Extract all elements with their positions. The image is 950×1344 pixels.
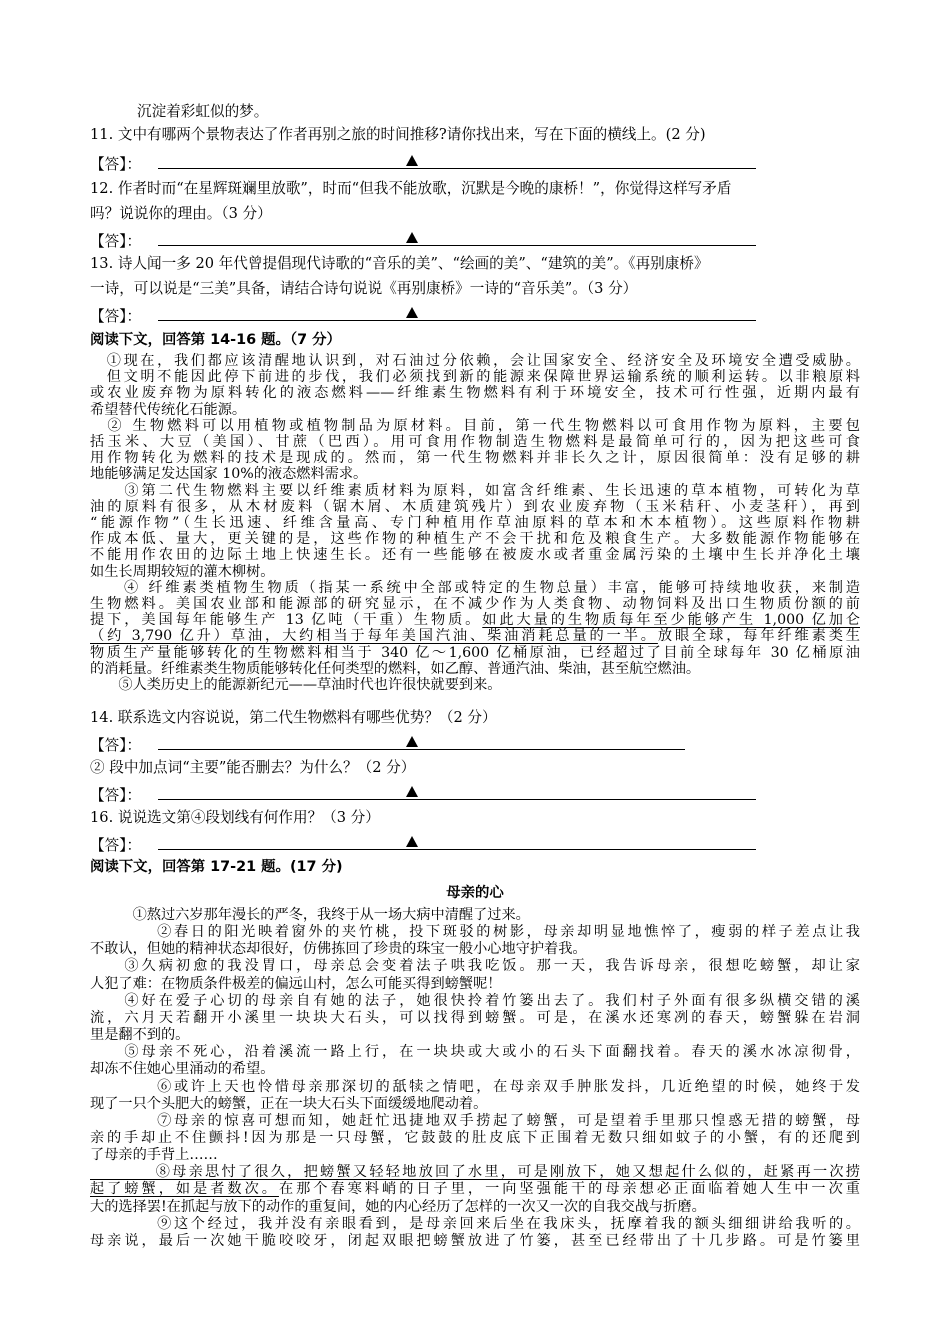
answer-label: 【答】： xyxy=(90,737,142,754)
passage-text: 亲的手却止不住颤抖!因为那是一只母蟹，它鼓鼓的肚皮底下正围着无数只细如蚊子的小蟹，有的还爬到 xyxy=(90,1129,860,1146)
passage-text: ⑤母亲不死心，沿着溪流一路上行，在一块块或大或小的石头下面翻找着。春天的溪水冰凉彻骨， xyxy=(90,1044,860,1061)
question-16: 16. 说说选文第④段划线有何作用？（3 分） xyxy=(90,809,380,826)
story-line xyxy=(90,992,860,1010)
passage-text: 但文明不能因此停下前进的步伐，我们必须找到新的能源来保障世界运输系统的顺利运转。以非粮原料 xyxy=(90,369,860,386)
passage-text: 如生长周期较短的灌木柳树。 xyxy=(90,563,275,580)
passage-line xyxy=(90,676,860,694)
story-line xyxy=(90,1112,860,1130)
underlined-text: 如此大量的生物质每年至少能够产生 1,000 亿加仑 xyxy=(482,612,860,629)
passage-text: 里是翻不到的。 xyxy=(90,1027,190,1044)
story-line xyxy=(90,1129,860,1147)
question-14: 14. 联系选文内容说说，第二代生物燃料有哪些优势？（2 分） xyxy=(90,709,497,726)
triangle-marker-icon xyxy=(406,836,418,847)
passage-text: 放眼全球，每年纤维素类生 xyxy=(657,628,860,645)
passage-text: ①现在，我们都应该清醒地认识到，对石油过分依赖，会让国家安全、经济安全及环境安全遭受威胁。 xyxy=(90,353,860,369)
passage-text: 不能用作农田的边际土地上快速生长。还有一些能够在被废水或者重金属污染的土壤中生长并净化土壤 xyxy=(90,547,860,564)
passage-text: 在那个春寒料峭的日子里，一向坚强能干的母亲想必正面临着她人生中一次重 xyxy=(278,1181,860,1198)
question-15: ② 段中加点词“主要”能否删去？为什么？（2 分） xyxy=(90,759,416,776)
passage-text: 希望替代传统化石能源。 xyxy=(90,401,247,418)
question-12-line-1: 12. 作者时而“在星辉斑斓里放歌”，时而“但我不能放歌，沉默是今晚的康桥！”，你觉得这样写矛盾 xyxy=(90,180,732,197)
story-line xyxy=(90,1078,860,1096)
passage-text: ⑦母亲的惊喜可想而知，她赶忙迅捷地双手捞起了螃蟹，可是望着手里那只惶惑无措的螃蟹，母 xyxy=(90,1112,860,1129)
triangle-marker-icon xyxy=(406,155,418,166)
story-line xyxy=(90,1026,860,1044)
poem-last-line: 沉淀着彩虹似的梦。 xyxy=(137,103,269,120)
story-line xyxy=(90,1215,860,1233)
story-line xyxy=(90,1232,860,1250)
passage-text: 生物燃料。美国农业部和能源部的研究显示，在不减少作为人类食物、动物饲料及出口生物质份额的前 xyxy=(90,596,860,612)
answer-label: 【答】： xyxy=(90,308,142,325)
story-line xyxy=(90,975,860,993)
passage-text: 括玉米、大豆（美国）、甘蔗（巴西）。用可食用作物制造生物燃料是最简单可行的，因为把这些可食 xyxy=(90,434,860,450)
question-13-line-1: 13. 诗人闻一多 20 年代曾提倡现代诗歌的“音乐的美”、“绘画的美”、“建筑的美”。《再别康桥》 xyxy=(90,255,709,272)
triangle-marker-icon xyxy=(406,736,418,747)
story-line xyxy=(90,923,860,941)
passage-text: ⑨这个经过，我并没有亲眼看到，是母亲回来后坐在我床头，抚摩着我的额头细细讲给我听的。 xyxy=(90,1215,860,1232)
passage-text: 地能够满足发达国家 10%的液态燃料需求。 xyxy=(90,466,368,483)
story-line xyxy=(90,1146,860,1164)
answer-line-15[interactable] xyxy=(90,784,790,802)
story-title: 母亲的心 xyxy=(446,885,504,901)
answer-rule xyxy=(158,168,756,169)
passage-text: 流，六月天若翻开小溪里一块块大石头，可以找得到螃蟹。可是，在溪水还寒冽的春天，螃蟹躲在岩洞 xyxy=(90,1009,860,1026)
passage-text: 的消耗量。纤维素类生物质能够转化任何类型的燃料，如乙醇、普通汽油、柴油，甚至航空燃油。 xyxy=(90,660,701,677)
story-line xyxy=(90,1198,860,1216)
question-12-line-2: 吗？说说你的理由。（3 分） xyxy=(90,205,272,222)
triangle-marker-icon xyxy=(406,786,418,797)
answer-rule xyxy=(158,849,756,850)
passage-text: 或农业废弃物为原料转化的液态燃料——纤维素生物燃料有利于环境安全，技术可行性强，近期内最有 xyxy=(90,385,860,402)
answer-line-11[interactable] xyxy=(90,153,790,171)
triangle-marker-icon xyxy=(406,307,418,318)
passage-text: 提下，美国每年能够生产 13 亿吨（干重）生物质。 xyxy=(90,612,483,629)
story-line xyxy=(90,1095,860,1113)
triangle-marker-icon xyxy=(406,232,418,243)
underlined-text: （约 3,790 亿升）草油，大约相当于每年美国汽油、柴油消耗总量的一半。 xyxy=(90,628,658,645)
story-line xyxy=(90,1060,860,1078)
passage-text: 作成本低、量大，更关键的是，这些作物的种植生产不会干扰和危及粮食生产。大多数能源作物能够在 xyxy=(90,531,860,548)
passage-text: ② 生物燃料可以用植物或植物制品为原材料。目前，第一代生物燃料以可食用作物为原料，主要包 xyxy=(90,417,860,434)
passage-text: 油的原料有很多，从木材废料（锯木屑、木质建筑残片）到农业废弃物（玉米秸秆、小麦茎秆），再到 xyxy=(90,498,860,515)
passage-text: 用作物转化为燃料的技术是现成的。然而，第一代生物燃料并非长久之计，原因很简单：没有足够的耕 xyxy=(90,450,860,467)
passage-text: ⑤人类历史上的能源新纪元——草油时代也许很快就要到来。 xyxy=(90,677,502,693)
section-heading-17-21: 阅读下文，回答第 17-21 题。(17 分) xyxy=(90,859,343,875)
underlined-text: 起了螃蟹，如是者数次。 xyxy=(90,1181,279,1198)
answer-label: 【答】： xyxy=(90,156,142,173)
passage-text: 却冻不住她心里涌动的希望。 xyxy=(90,1061,275,1078)
question-13-line-2: 一诗，可以说是“三美”具备，请结合诗句说说《再别康桥》一诗的“音乐美”。（3 分） xyxy=(90,280,638,297)
passage-text: 大的选择罢!在抓起与放下的动作的重复间，她的内心经历了怎样的一次又一次的自我交战与折磨。 xyxy=(90,1198,706,1215)
passage-text: 了母亲的手背上…… xyxy=(90,1147,218,1164)
answer-line-13[interactable] xyxy=(90,305,790,323)
answer-rule xyxy=(158,749,685,750)
story-line xyxy=(90,1163,860,1181)
passage-text: “能源作物”（生长迅速、纤维含量高、专门种植用作草油原料的草本和木本植物）。这些原料作物耕 xyxy=(90,515,860,531)
answer-line-12[interactable] xyxy=(90,230,790,248)
passage-text: ①熬过六岁那年漫长的严冬，我终于从一场大病中清醒了过来。 xyxy=(90,907,530,923)
question-11: 11. 文中有哪两个景物表达了作者再别之旅的时间推移?请你找出来，写在下面的横线上。(2 分) xyxy=(90,126,706,143)
passage-text: ②春日的阳光映着窗外的夹竹桃，投下斑驳的树影，母亲却明显地憔悴了，瘦弱的样子差点让我 xyxy=(90,924,860,941)
passage-text: ④ 纤维素类植物生物质（指某一系统中全部或特定的生物总量）丰富，能够可持续地收获，来制造 xyxy=(90,579,860,596)
answer-label: 【答】： xyxy=(90,233,142,250)
answer-label: 【答】： xyxy=(90,787,142,804)
answer-rule xyxy=(158,320,756,321)
answer-rule xyxy=(158,799,756,800)
passage-text: ③第二代生物燃料主要以纤维素质材料为原料，如富含纤维素、生长迅速的草本植物，可转化为草 xyxy=(90,482,860,499)
passage-text: 人犯了难：在物质条件极差的偏远山村，怎么可能买得到螃蟹呢！ xyxy=(90,975,502,992)
passage-text: ④好在爱子心切的母亲自有她的法子，她很快拎着竹篓出去了。我们村子外面有很多纵横交错的溪 xyxy=(90,992,860,1009)
answer-label: 【答】： xyxy=(90,837,142,854)
underlined-text: ⑧母亲思忖了很久，把螃蟹又轻轻地放回了水里，可是刚放下，她又想起什么似的，赶紧再一次捞 xyxy=(90,1164,860,1181)
answer-line-14[interactable] xyxy=(90,734,790,752)
story-line xyxy=(90,940,860,958)
story-line xyxy=(90,1043,860,1061)
passage-text: 物质生产量能够转化的生物燃料相当于 340 亿～1,600 亿桶原油，已经超过了目前全球每年 30 亿桶原油 xyxy=(90,644,860,661)
answer-line-16[interactable] xyxy=(90,834,790,852)
answer-rule xyxy=(158,245,756,246)
passage-text: 现了一只个头肥大的螃蟹，正在一块大石头下面缓缓地爬动着。 xyxy=(90,1095,488,1112)
story-line xyxy=(90,1180,860,1198)
passage-text: 母亲说，最后一次她干脆咬咬牙，闭起双眼把螃蟹放进了竹篓，甚至已经带出了十几步路。可是竹篓里 xyxy=(90,1232,860,1249)
passage-text: 不敢认，但她的精神状态却很好，仿佛拣回了珍贵的珠宝一般小心地守护着我。 xyxy=(90,941,587,958)
story-line xyxy=(90,906,860,924)
passage-text: ③久病初愈的我没胃口，母亲总会变着法子哄我吃饭。那一天，我告诉母亲，很想吃螃蟹，却让家 xyxy=(90,958,860,975)
section-heading-14-16: 阅读下文，回答第 14-16 题。（7 分） xyxy=(90,332,341,348)
passage-text: ⑥或许上天也怜惜母亲那深切的舐犊之情吧，在母亲双手肿胀发抖，几近绝望的时候，她终于发 xyxy=(90,1078,860,1095)
story-line xyxy=(90,1009,860,1027)
story-line xyxy=(90,957,860,975)
